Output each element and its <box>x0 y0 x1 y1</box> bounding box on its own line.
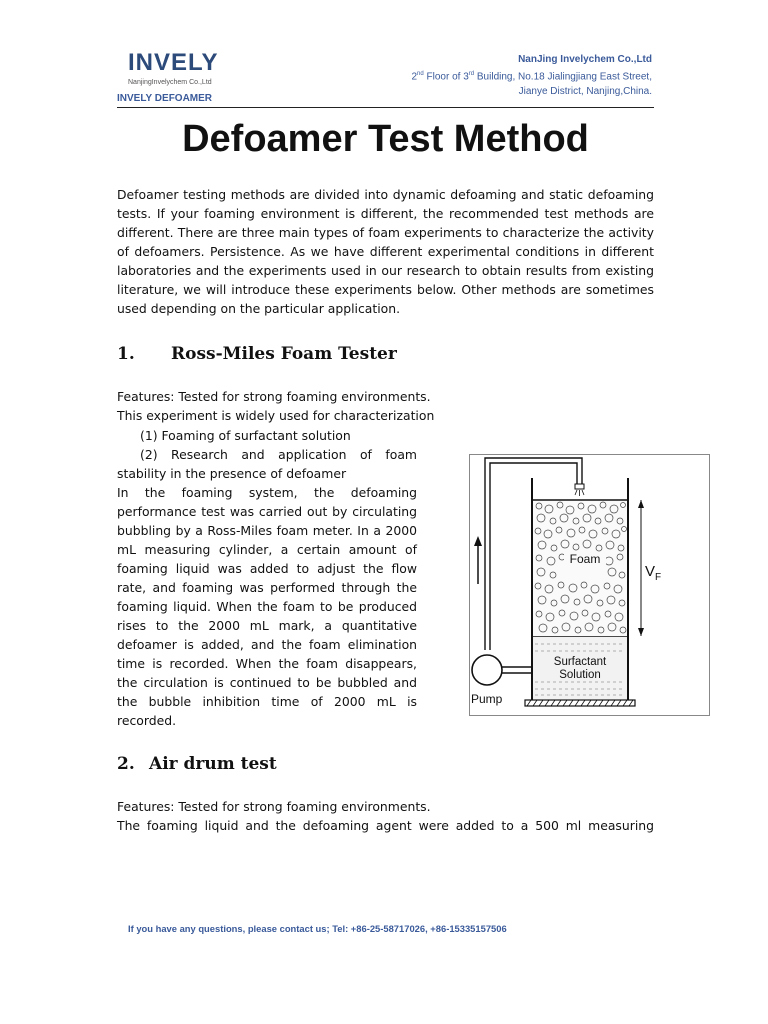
intro-paragraph: Defoamer testing methods are divided into dynamic defoaming and static defoaming tests. If your foaming environment is different, the recommended test methods are different. There are three main types of foam experiments to characterize the activity of defoamers. Persistence. As we have different experimental conditions in different laboratories and the experiments used in our research to obtain results from existing literature, we will introduce these experiments below. Other methods are sometimes used depending on the particular application. <box>117 187 654 316</box>
section1-body: In the foaming system, the defoaming performance test was carried out by circulating bubbling by a Ross-Miles foam meter. In a 2000 mL measuring cylinder, a certain amount of foaming liquid was added to adjust the flow rate, and foaming was performed through the foaming liquid. When the foam to be produced rises to the 2000 mL mark, a quantitative defoamer is added, and the foam elimination time is recorded. When the foam disappears, the circulation is continued to be bubbled and the bubble inhibition time of 2000 mL is recorded. <box>117 485 417 728</box>
section2-body: The foaming liquid and the defoaming agent were added to a 500 ml measuring <box>117 818 654 833</box>
logo-subtext: NanjingInvelychem Co.,Ltd <box>128 79 212 86</box>
list-item-2: (2) Research and application of foam stability in the presence of defoamer <box>117 447 417 481</box>
solution-label-2: Solution <box>559 669 601 681</box>
section-number: 2. <box>117 754 135 774</box>
header-divider <box>117 107 654 108</box>
section-heading-2 <box>117 753 277 775</box>
list-item-1: (1) Foaming of surfactant solution <box>140 428 351 443</box>
solution-label-1: Surfactant <box>553 656 607 668</box>
section-heading-1 <box>117 343 397 365</box>
section-title: Ross-Miles Foam Tester <box>171 344 397 364</box>
address-line-1: 2nd Floor of 3rd Building, No.18 Jialingjiang East Street, <box>411 71 652 83</box>
address-line-2: Jianye District, Nanjing,China. <box>518 86 652 98</box>
section1-features: Features: Tested for strong foaming environments. This experiment is widely used for characterization <box>117 389 435 423</box>
company-name: NanJing Invelychem Co.,Ltd <box>518 54 652 65</box>
brand-label: INVELY DEFOAMER <box>117 93 213 104</box>
footer-contact: If you have any questions, please contact us; Tel: +86-25-58717026, +86-15335157506 <box>128 923 507 934</box>
ross-miles-diagram <box>469 454 710 716</box>
section2-features: Features: Tested for strong foaming environments. <box>117 799 431 814</box>
company-logo <box>128 50 228 94</box>
pump-label: Pump <box>471 692 503 706</box>
company-info <box>411 52 652 99</box>
section-title: Air drum test <box>149 754 277 774</box>
vf-label: $V_F$ <box>645 563 662 583</box>
foam-label: Foam <box>569 552 601 566</box>
section-number: 1. <box>117 344 135 364</box>
logo-wordmark: INVELY <box>128 49 219 76</box>
page-title: Defoamer Test Method <box>182 118 589 160</box>
